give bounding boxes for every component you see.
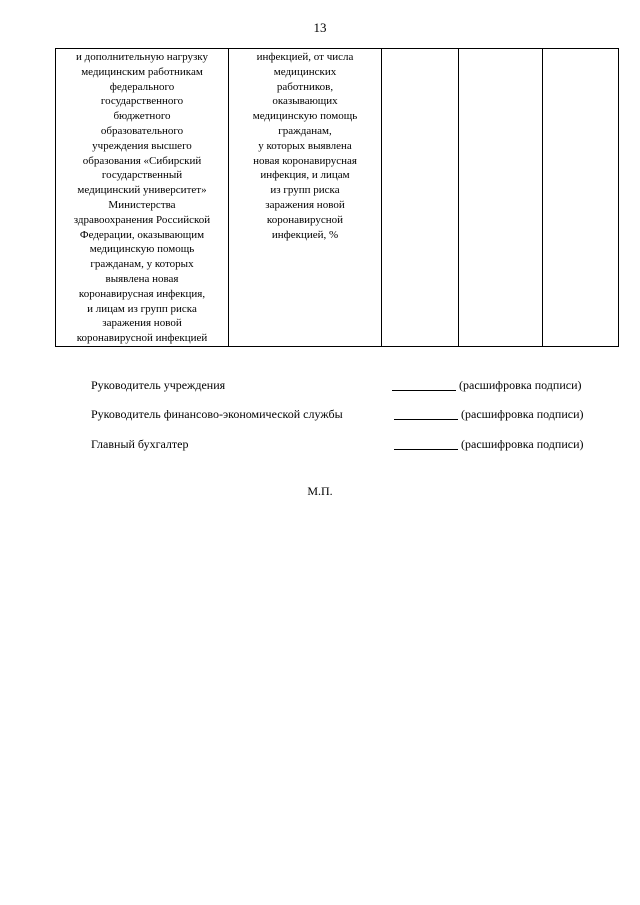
signature-title: Руководитель финансово-экономической службы (91, 407, 343, 421)
signature-finance-head (91, 407, 601, 423)
signature-title: Руководитель учреждения (91, 378, 226, 392)
value-cell-2 (459, 49, 543, 347)
indicator-unit-cell: инфекцией, от числа медицинских работников, оказывающих медицинскую помощь гражданам, у которых выявлена новая коронавирусная инфекция, и лицам из групп риска заражения новой коронавирусной инфекцией, % (229, 49, 382, 347)
signature-title: Главный бухгалтер (91, 437, 189, 451)
signature-decode: (расшифровка подписи) (461, 407, 584, 421)
signature-line (394, 449, 458, 450)
indicator-description-cell: и дополнительную нагрузку медицинским работникам федерального государственного бюджетного образовательного учреждения высшего образования «Сибирский государственный медицинский университет» Министерства здравоохранения Российской Федерации, оказывающим медицинскую помощь гражданам, у которых выявлена новая коронавирусная инфекция, и лицам из групп риска заражения новой коронавирусной инфекцией (56, 49, 229, 347)
signature-chief-accountant (91, 437, 601, 453)
signature-head (91, 378, 601, 394)
table-row (56, 49, 619, 347)
value-cell-1 (382, 49, 459, 347)
indicator-table (55, 48, 619, 347)
signature-decode: (расшифровка подписи) (461, 437, 584, 451)
value-cell-3 (543, 49, 619, 347)
signature-decode: (расшифровка подписи) (459, 378, 582, 392)
page-number: 13 (313, 20, 327, 35)
signature-line (394, 419, 458, 420)
stamp-place: М.П. (307, 484, 333, 498)
signature-line (392, 390, 456, 391)
